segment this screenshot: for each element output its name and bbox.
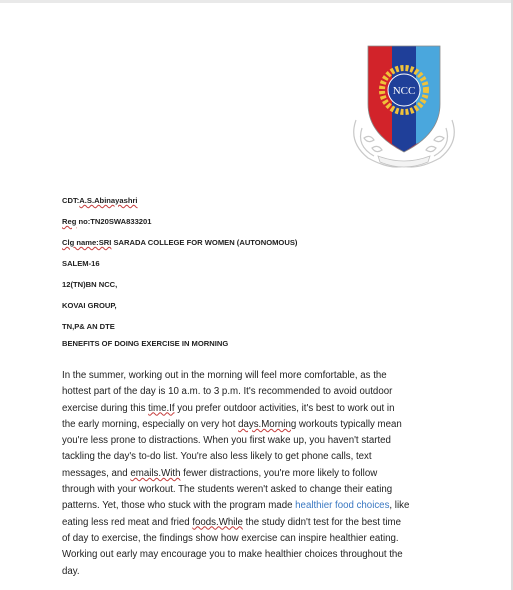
spellcheck-word: days.Morning bbox=[238, 418, 297, 430]
emblem-logo-text: NCC bbox=[392, 85, 416, 97]
college-prefix: Clg name:SRI bbox=[62, 238, 112, 247]
paragraph-line bbox=[62, 401, 452, 417]
cadet-name-line bbox=[62, 190, 297, 211]
spellcheck-word: foods.While bbox=[192, 516, 243, 528]
paragraph-line: day. bbox=[62, 565, 80, 577]
paragraph-line: through with your workout. The students weren't asked to change their eating bbox=[62, 484, 393, 496]
directorate-line: TN,P& AN DTE bbox=[62, 322, 115, 331]
text-run: messages, and bbox=[62, 467, 131, 479]
text-run: , like bbox=[389, 500, 410, 512]
paragraph-line: of day to exercise, the findings show how exercise can inspire healthier eating. bbox=[62, 532, 399, 544]
text-run: workouts typically mean bbox=[296, 418, 402, 430]
page-top-edge bbox=[0, 0, 513, 3]
paragraph-line bbox=[62, 417, 452, 433]
text-run: you prefer outdoor activities, it's best to work out in bbox=[174, 402, 395, 414]
paragraph-line: tackling the day's to-do list. You're also less likely to get phone calls, text bbox=[62, 451, 372, 463]
section-heading: BENEFITS OF DOING EXERCISE IN MORNING bbox=[62, 339, 229, 348]
cadet-prefix: CDT: bbox=[62, 196, 80, 205]
paragraph-line: hottest part of the day is 10 a.m. to 3 p.m. It's recommended to avoid outdoor bbox=[62, 386, 393, 398]
text-run: patterns. Yet, those who stuck with the program made bbox=[62, 500, 296, 512]
text-run: eating less red meat and fried bbox=[62, 516, 193, 528]
paragraph-line bbox=[62, 466, 452, 482]
spellcheck-word: time.If bbox=[148, 402, 175, 414]
ncc-emblem-icon bbox=[334, 42, 474, 172]
college-line bbox=[62, 232, 297, 253]
paragraph-line bbox=[62, 498, 452, 514]
reg-number: no:TN20SWA833201 bbox=[76, 217, 152, 226]
paragraph-line: In the summer, working out in the morning will feel more comfortable, as the bbox=[62, 370, 387, 381]
healthier-food-choices-link[interactable]: healthier food choices bbox=[295, 500, 390, 512]
battalion-line: 12(TN)BN NCC, bbox=[62, 280, 118, 289]
reg-prefix: Reg bbox=[62, 217, 77, 226]
paragraph-line: you're less prone to distractions. When you first wake up, you haven't started bbox=[62, 435, 391, 447]
college-name: SARADA COLLEGE FOR WOMEN (AUTONOMOUS) bbox=[111, 238, 298, 247]
paragraph-line: Working out early may encourage you to make healthier choices throughout the bbox=[62, 549, 403, 561]
spellcheck-word: emails.With bbox=[130, 467, 181, 479]
cadet-details bbox=[62, 190, 297, 337]
text-run: exercise during this bbox=[62, 402, 149, 414]
essay-paragraph bbox=[62, 368, 452, 580]
text-run: the study didn't test for the best time bbox=[242, 516, 401, 528]
paragraph-line bbox=[62, 515, 452, 531]
text-run: the early morning, especially on very hot bbox=[62, 418, 239, 430]
group-line: KOVAI GROUP, bbox=[62, 301, 117, 310]
text-run: fewer distractions, you're more likely to follow bbox=[180, 467, 378, 479]
city-line: SALEM-16 bbox=[62, 259, 100, 268]
reg-line bbox=[62, 211, 297, 232]
cadet-name: A.S.Abinayashri bbox=[79, 196, 138, 205]
